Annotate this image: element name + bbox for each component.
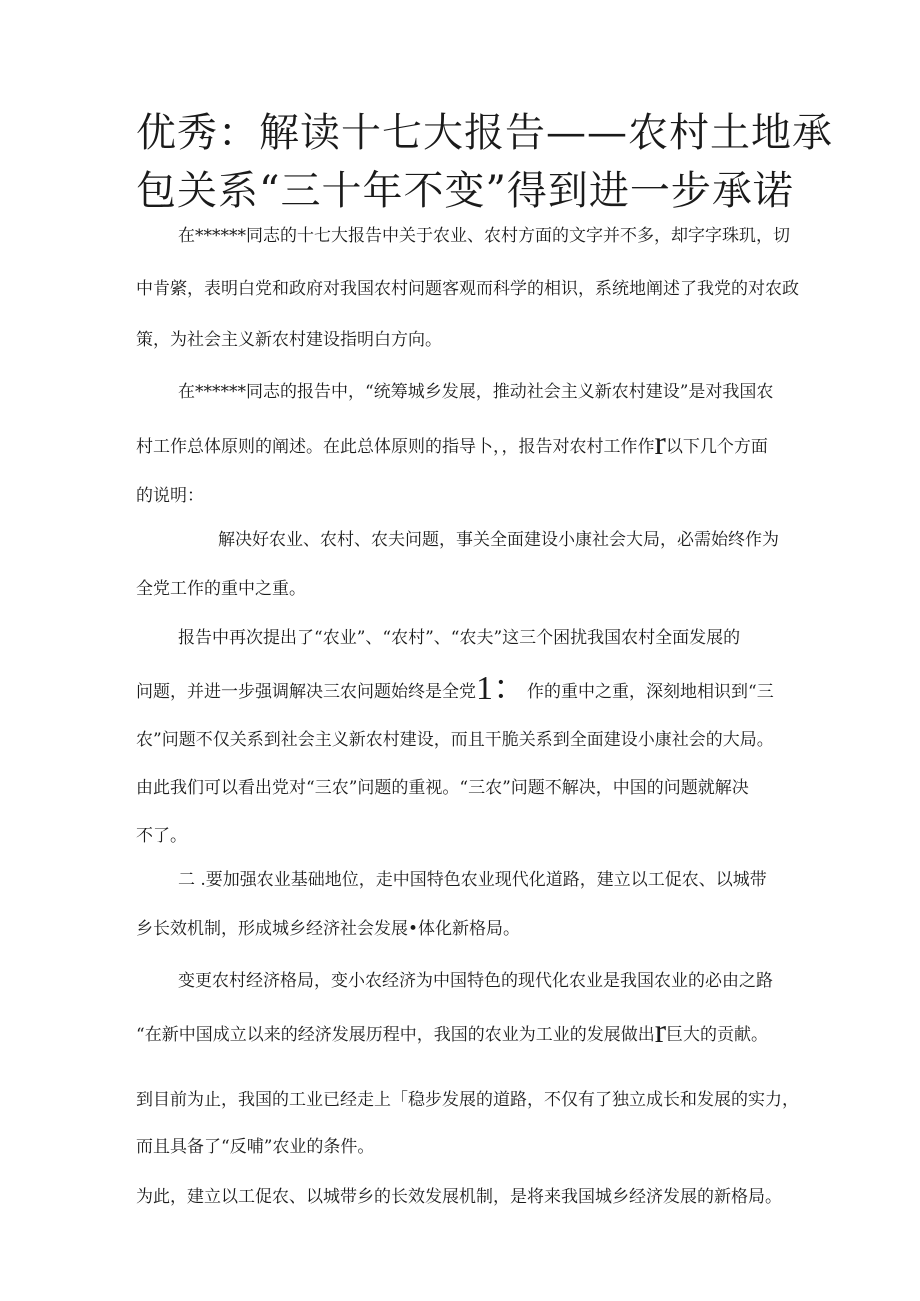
paragraph-2-line-3: 的说明： xyxy=(136,486,204,506)
stray-glyph: r xyxy=(654,425,666,462)
paragraph-6-line-4: 而且具备了“反哺”农业的条件。 xyxy=(136,1137,375,1157)
text-run: 巨大的贡献。 xyxy=(666,1025,769,1045)
paragraph-6-line-1: 变更农村经济格局，变小农经济为中国特色的现代化农业是我国农业的必由之路 xyxy=(178,971,773,991)
paragraph-5-line-2: 乡长效机制，形成城乡经济社会发展•体化新格局。 xyxy=(136,919,521,939)
paragraph-5-line-1: 二 .要加强农业基础地位，走中国特色农业现代化道路，建立以工促农、以城带 xyxy=(178,870,767,890)
stray-glyph: 1： xyxy=(476,670,527,707)
paragraph-4-line-2 xyxy=(136,670,774,707)
paragraph-6-line-2 xyxy=(136,1013,769,1050)
paragraph-7-line-1: 为此，建立以工促农、以城带乡的长效发展机制，是将来我国城乡经济发展的新格局。 xyxy=(136,1187,782,1207)
paragraph-4-line-3: 农”问题不仅关系到社会主义新农村建设，而且干脆关系到全面建设小康社会的大局。 xyxy=(136,730,774,750)
paragraph-4-line-5: 不了。 xyxy=(136,826,187,846)
title-line: 优秀：解读十七大报告——农村土地承 xyxy=(136,110,833,156)
document-title xyxy=(136,104,833,220)
text-run: “在新中国成立以来的经济发展历程中，我国的农业为工业的发展做出 xyxy=(136,1025,655,1045)
paragraph-3-line-1: 解决好农业、农村、农夫问题，事关全面建设小康社会大局，必需始终作为 xyxy=(218,530,779,550)
paragraph-1-line-2: 中肯綮，表明白党和政府对我国农村问题客观而科学的相识，系统地阐述了我党的对农政 xyxy=(136,279,799,299)
paragraph-3-line-2: 全党工作的重中之重。 xyxy=(136,579,306,599)
paragraph-4-line-4: 由此我们可以看出党对“三农”问题的重视。“三农”问题不解决，中国的问题就解决 xyxy=(136,778,749,798)
paragraph-2-line-2 xyxy=(136,425,768,462)
text-run: 作的重中之重，深刻地相识到“三 xyxy=(527,682,774,702)
paragraph-6-line-3: 到目前为止，我国的工业已经走上「稳步发展的道路，不仅有了独立成长和发展的实力， xyxy=(136,1090,799,1110)
text-run: 问题，并进一步强调解决三农问题始终是全党 xyxy=(136,682,476,702)
paragraph-1-line-1: 在******同志的十七大报告中关于农业、农村方面的文字并不多，却字字珠玑，切 xyxy=(178,226,790,246)
text-run: 村工作总体原则的阐述。在此总体原则的指导卜，，报告对农村工作作 xyxy=(136,437,655,457)
paragraph-4-line-1: 报告中再次提出了“农业”、“农村”、“农夫”这三个困扰我国农村全面发展的 xyxy=(178,628,741,648)
paragraph-2-line-1: 在******同志的报告中，“统筹城乡发展，推动社会主义新农村建设”是对我国农 xyxy=(178,382,774,402)
stray-glyph: r xyxy=(654,1013,667,1050)
text-run: 以下几个方面 xyxy=(665,437,768,457)
paragraph-1-line-3: 策，为社会主义新农村建设指明白方向。 xyxy=(136,330,442,350)
title-line: 包关系“三十年不变”得到进一步承诺 xyxy=(136,168,794,214)
